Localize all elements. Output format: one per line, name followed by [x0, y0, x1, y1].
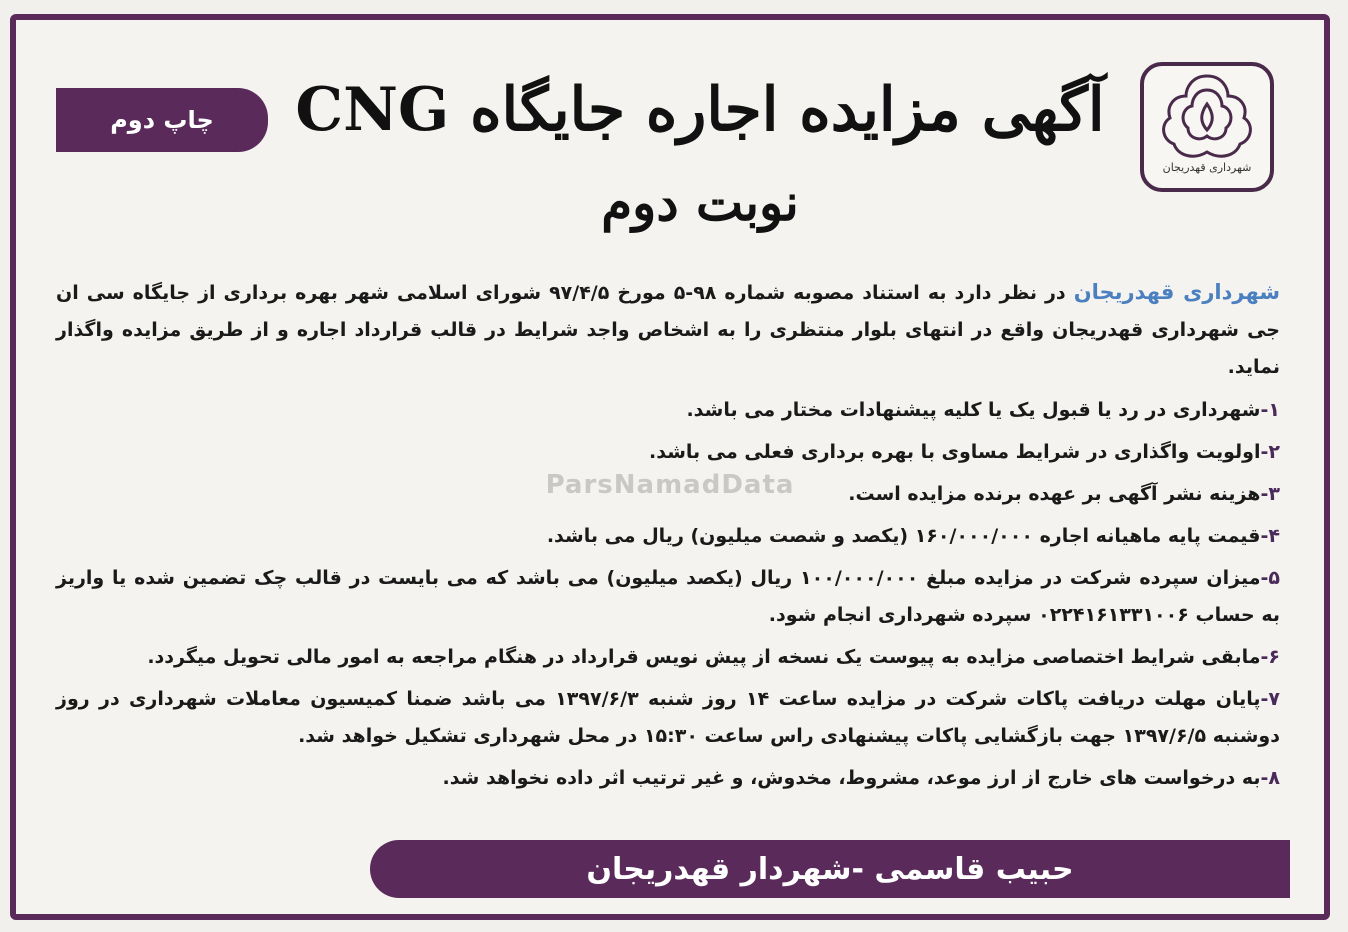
list-item	[56, 560, 1280, 634]
item-number: ۶-	[1260, 646, 1280, 668]
item-number: ۳-	[1260, 483, 1280, 505]
list-item	[56, 760, 1280, 797]
item-text: پایان مهلت دریافت پاکات شرکت در مزایده ساعت ۱۴ روز شنبه ۱۳۹۷/۶/۳ می باشد ضمنا کمیسیون معاملات شهرداری در روز دوشنبه ۱۳۹۷/۶/۵ جهت بازگشایی پاکات پیشنهادی راس ساعت ۱۵:۳۰ در محل شهرداری تشکیل خواهد شد.	[56, 688, 1280, 747]
list-item	[56, 392, 1280, 429]
intro-paragraph	[56, 274, 1280, 386]
item-text: مابقی شرایط اختصاصی مزایده به پیوست یک نسخه از پیش نویس قرارداد در هنگام مراجعه به امور مالی تحویل میگردد.	[147, 646, 1261, 668]
list-item	[56, 518, 1280, 555]
item-text: شهرداری در رد یا قبول یک یا کلیه پیشنهادات مختار می باشد.	[686, 399, 1261, 421]
item-number: ۸-	[1260, 767, 1280, 789]
logo-caption: شهرداری قهدریجان	[1162, 161, 1252, 174]
item-number: ۴-	[1260, 525, 1280, 547]
list-item	[56, 639, 1280, 676]
item-text: اولویت واگذاری در شرایط مساوی با بهره برداری فعلی می باشد.	[649, 441, 1261, 463]
logo-emblem-icon	[1144, 66, 1270, 166]
list-item	[56, 434, 1280, 471]
intro-text: در نظر دارد به استناد مصوبه شماره ۹۸-۵ مورخ ۹۷/۴/۵ شورای اسلامی شهر بهره برداری از جایگاه سی ان جی شهرداری قهدریجان واقع در انتهای بلوار منتظری را به اشخاص واجد شرایط در قالب قرارداد اجاره و از طریق مزایده واگذار نماید.	[56, 282, 1280, 378]
item-number: ۱-	[1260, 399, 1280, 421]
item-text: به درخواست های خارج از ارز موعد، مشروط، مخدوش، و غیر ترتیب اثر داده نخواهد شد.	[442, 767, 1261, 789]
municipality-logo	[1140, 62, 1274, 192]
item-text: هزینه نشر آگهی بر عهده برنده مزایده است.	[848, 483, 1261, 505]
item-text: میزان سپرده شرکت در مزایده مبلغ ۱۰۰/۰۰۰/۰۰۰ ریال (یکصد میلیون) می باشد که می بایست در قالب چک تضمین شده یا واریز به حساب ۰۲۲۴۱۶۱۳۳۱۰۰۶ سپرده شهرداری انجام شود.	[56, 567, 1280, 626]
notice-body	[56, 274, 1280, 802]
organization-name: شهرداری قهدریجان	[1073, 280, 1280, 304]
print-edition-badge: چاپ دوم	[56, 88, 268, 152]
item-number: ۵-	[1260, 567, 1280, 589]
item-number: ۲-	[1260, 441, 1280, 463]
list-item	[56, 681, 1280, 755]
list-item	[56, 476, 1280, 513]
item-text: قیمت پایه ماهیانه اجاره ۱۶۰/۰۰۰/۰۰۰ (یکصد و شصت میلیون) ریال می باشد.	[546, 525, 1261, 547]
page-title: آگهی مزایده اجاره جایگاه CNG	[295, 75, 1105, 145]
item-number: ۷-	[1260, 688, 1281, 710]
conditions-list	[56, 392, 1280, 797]
signature-banner: حبیب قاسمی -شهردار قهدریجان	[370, 840, 1290, 898]
watermark-text: ParsNamadData	[545, 470, 795, 500]
page-subtitle: نوبت دوم	[601, 173, 799, 232]
